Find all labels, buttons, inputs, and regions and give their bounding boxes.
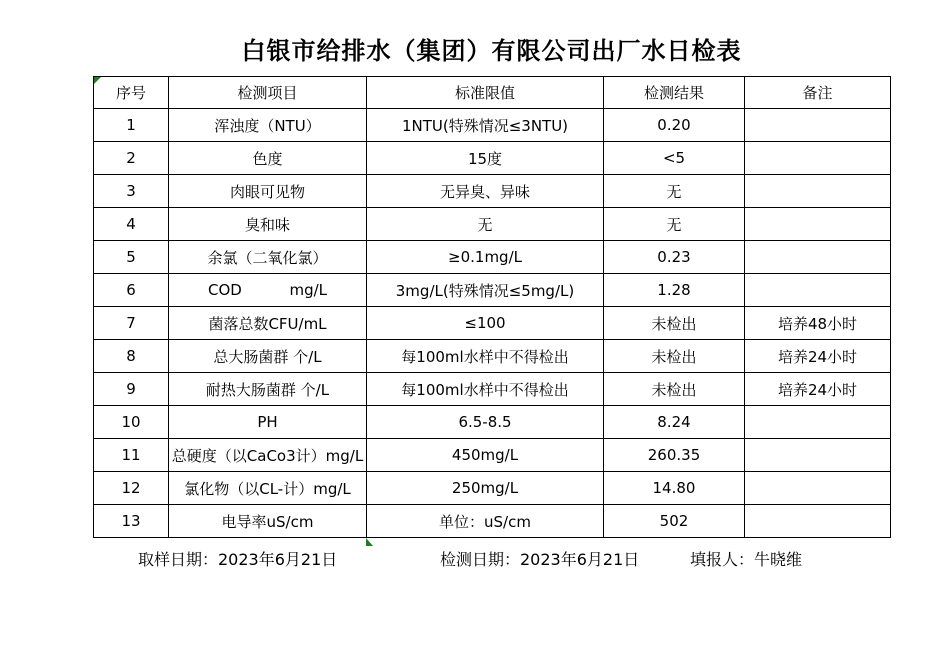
- cell-index: 11: [94, 439, 169, 472]
- excel-fill-marker-icon: [366, 538, 373, 546]
- cell-remark: [745, 208, 891, 241]
- cell-limit: 单位：uS/cm: [367, 505, 604, 538]
- cell-index: 1: [94, 109, 169, 142]
- table-row: [94, 109, 891, 142]
- cell-index: 9: [94, 373, 169, 406]
- page-title: 白银市给排水（集团）有限公司出厂水日检表: [241, 37, 742, 65]
- cell-remark: 培养24小时: [745, 340, 891, 373]
- table-row: [94, 175, 891, 208]
- cell-result: 0.20: [604, 109, 745, 142]
- table-row: [94, 142, 891, 175]
- cell-limit: ≤100: [367, 307, 604, 340]
- cell-result: 14.80: [604, 472, 745, 505]
- cell-item: 菌落总数CFU/mL: [169, 307, 367, 340]
- cell-limit: ≥0.1mg/L: [367, 241, 604, 274]
- cell-result: 未检出: [604, 373, 745, 406]
- column-header-remark: 备注: [745, 77, 891, 109]
- cell-limit: 无: [367, 208, 604, 241]
- cell-remark: [745, 472, 891, 505]
- cell-item: 氯化物（以CL-计）mg/L: [169, 472, 367, 505]
- cell-item: PH: [169, 406, 367, 439]
- table-row: [94, 406, 891, 439]
- table-body: [94, 109, 891, 538]
- cell-remark: [745, 109, 891, 142]
- cell-remark: [745, 274, 891, 307]
- cell-item: 耐热大肠菌群 个/L: [169, 373, 367, 406]
- cell-limit: 1NTU(特殊情况≤3NTU): [367, 109, 604, 142]
- inspection-table: [93, 76, 891, 538]
- table-row: [94, 208, 891, 241]
- column-header-result: 检测结果: [604, 77, 745, 109]
- cell-index: 4: [94, 208, 169, 241]
- table-wrap: [93, 76, 890, 538]
- cell-limit: 6.5-8.5: [367, 406, 604, 439]
- cell-remark: [745, 175, 891, 208]
- column-header-index: 序号: [94, 77, 169, 109]
- cell-remark: [745, 142, 891, 175]
- cell-remark: [745, 439, 891, 472]
- cell-index: 6: [94, 274, 169, 307]
- cell-result: 502: [604, 505, 745, 538]
- table-row: [94, 439, 891, 472]
- sampling-date-label: 取样日期：2023年6月21日: [138, 550, 338, 569]
- cell-result: 无: [604, 175, 745, 208]
- cell-limit: 450mg/L: [367, 439, 604, 472]
- cell-result: 1.28: [604, 274, 745, 307]
- cell-index: 10: [94, 406, 169, 439]
- cell-item: 总硬度（以CaCo3计）mg/L: [169, 439, 367, 472]
- cell-item: COD mg/L: [169, 274, 367, 307]
- cell-result: 8.24: [604, 406, 745, 439]
- cell-remark: [745, 241, 891, 274]
- table-row: [94, 505, 891, 538]
- cell-item: 色度: [169, 142, 367, 175]
- table-row: [94, 307, 891, 340]
- cell-item: 浑浊度（NTU）: [169, 109, 367, 142]
- cell-index: 2: [94, 142, 169, 175]
- table-row: [94, 241, 891, 274]
- cell-limit: 3mg/L(特殊情况≤5mg/L): [367, 274, 604, 307]
- cell-item: 臭和味: [169, 208, 367, 241]
- cell-limit: 15度: [367, 142, 604, 175]
- table-head: [94, 77, 891, 109]
- cell-limit: 每100ml水样中不得检出: [367, 373, 604, 406]
- cell-item: 肉眼可见物: [169, 175, 367, 208]
- cell-index: 5: [94, 241, 169, 274]
- cell-index: 7: [94, 307, 169, 340]
- cell-result: 260.35: [604, 439, 745, 472]
- header-row: [94, 77, 891, 109]
- cell-remark: [745, 406, 891, 439]
- cell-result: 无: [604, 208, 745, 241]
- cell-limit: 无异臭、异味: [367, 175, 604, 208]
- cell-index: 12: [94, 472, 169, 505]
- column-header-item: 检测项目: [169, 77, 367, 109]
- cell-index: 13: [94, 505, 169, 538]
- cell-limit: 每100ml水样中不得检出: [367, 340, 604, 373]
- cell-remark: 培养24小时: [745, 373, 891, 406]
- cell-index: 8: [94, 340, 169, 373]
- cell-result: <5: [604, 142, 745, 175]
- table-row: [94, 340, 891, 373]
- table-row: [94, 472, 891, 505]
- cell-item: 余氯（二氧化氯）: [169, 241, 367, 274]
- reporter-label: 填报人：牛晓维: [690, 550, 803, 569]
- cell-remark: [745, 505, 891, 538]
- cell-index: 3: [94, 175, 169, 208]
- table-row: [94, 274, 891, 307]
- cell-remark: 培养48小时: [745, 307, 891, 340]
- table-row: [94, 373, 891, 406]
- footer: [93, 547, 903, 571]
- cell-item: 总大肠菌群 个/L: [169, 340, 367, 373]
- cell-result: 0.23: [604, 241, 745, 274]
- column-header-limit: 标准限值: [367, 77, 604, 109]
- cell-result: 未检出: [604, 340, 745, 373]
- cell-item: 电导率uS/cm: [169, 505, 367, 538]
- cell-result: 未检出: [604, 307, 745, 340]
- cell-limit: 250mg/L: [367, 472, 604, 505]
- test-date-label: 检测日期：2023年6月21日: [440, 550, 640, 569]
